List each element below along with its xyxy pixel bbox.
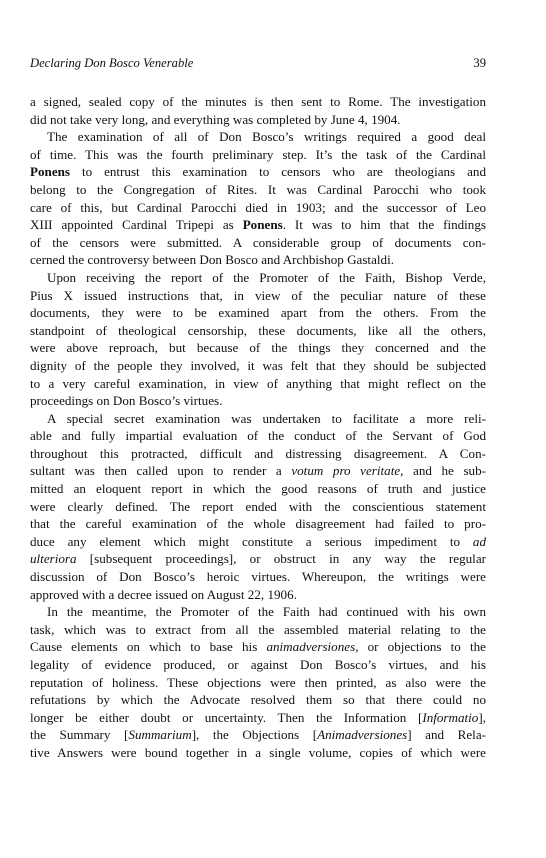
text-run: were clearly defined. The report ended with the conscientious statement bbox=[30, 498, 486, 514]
text-run: refutations by which the Advocate resolved them so that there could no bbox=[30, 692, 486, 708]
text-line bbox=[30, 339, 486, 357]
text-line bbox=[30, 638, 486, 656]
text-line bbox=[30, 568, 486, 586]
text-run: . It was to him that the findings bbox=[282, 217, 487, 233]
body-text bbox=[30, 93, 486, 762]
text-run: dignity of the people they involved, it was felt that they should be subjected bbox=[30, 357, 486, 373]
italic-term: Informatio bbox=[422, 709, 479, 725]
text-run: the Summary [ bbox=[30, 727, 129, 743]
italic-term: ad bbox=[472, 533, 486, 549]
text-line bbox=[30, 691, 486, 709]
text-line bbox=[30, 445, 486, 463]
text-run: proceedings on Don Bosco’s virtues. bbox=[30, 393, 223, 409]
text-run: reputation of holiness. These objections were then printed, as also were the bbox=[30, 674, 486, 690]
text-run: Cause elements on which to base his bbox=[30, 639, 267, 655]
text-run: care of this, but Cardinal Parocchi died in 1903; and the successor of Leo bbox=[30, 199, 486, 215]
text-line bbox=[30, 181, 486, 199]
text-run: A special secret examination was undertaken to facilitate a more reli- bbox=[47, 410, 486, 426]
text-run: cerned the controversy between Don Bosco and Archbishop Gastaldi. bbox=[30, 252, 394, 268]
text-run: duce any element which might constitute a serious impediment to bbox=[30, 533, 473, 549]
text-run: sultant was then called upon to render a bbox=[30, 463, 292, 479]
text-line bbox=[30, 621, 486, 639]
text-line bbox=[30, 550, 486, 568]
text-line bbox=[30, 392, 486, 410]
text-line bbox=[30, 586, 486, 604]
italic-term: ulteriora bbox=[30, 551, 77, 567]
text-run: were above reproach, but because of the things they concerned and the bbox=[30, 340, 486, 356]
bold-term: Ponens bbox=[30, 164, 71, 180]
italic-term: Summarium bbox=[128, 727, 192, 743]
text-run: of the censors were submitted. A considerable group of documents con- bbox=[30, 234, 486, 250]
text-line bbox=[30, 269, 486, 287]
text-run: [subsequent proceedings], or obstruct in any way the regular bbox=[76, 551, 486, 567]
text-run: to a very careful examination, in view of anything that might reflect on the bbox=[30, 375, 486, 391]
text-line bbox=[30, 287, 486, 305]
text-line bbox=[30, 199, 486, 217]
text-run: documents, they were to be examined apart from the others. From the bbox=[30, 305, 486, 321]
text-run: XIII appointed Cardinal Tripepi as bbox=[30, 217, 243, 233]
text-run: legality of evidence produced, or against Don Bosco’s virtues, and his bbox=[30, 657, 486, 672]
text-run: ], the Objections [ bbox=[191, 727, 318, 743]
text-line bbox=[30, 251, 486, 269]
text-run: tive Answers were bound together in a single volume, copies of which were bbox=[30, 744, 486, 760]
text-line bbox=[30, 462, 486, 480]
text-run: standpoint of theological censorship, these documents, like all the others, bbox=[30, 322, 486, 338]
text-line bbox=[30, 656, 486, 674]
text-line bbox=[30, 515, 486, 533]
italic-term: votum pro veritate, bbox=[291, 463, 404, 479]
text-line bbox=[30, 216, 486, 234]
text-run: Pius X issued instructions that, in view of the peculiar nature of these bbox=[30, 287, 486, 303]
text-run: to entrust this examination to censors who are theologians and bbox=[70, 164, 486, 180]
text-run: belong to the Congregation of Rites. It was Cardinal Parocchi who took bbox=[30, 181, 486, 197]
text-line bbox=[30, 93, 486, 111]
text-line bbox=[30, 498, 486, 516]
text-line bbox=[30, 146, 486, 164]
text-line bbox=[30, 410, 486, 428]
text-run: longer be either doubt or uncertainty. Then the Information [ bbox=[30, 709, 423, 725]
page-number: 39 bbox=[473, 56, 486, 70]
bold-term: Ponens bbox=[242, 217, 283, 233]
text-line bbox=[30, 744, 486, 762]
text-line bbox=[30, 480, 486, 498]
text-run: that the careful examination of the whole disagreement had failed to pro- bbox=[30, 516, 486, 532]
text-run: did not take very long, and everything was completed by June 4, 1904. bbox=[30, 111, 401, 127]
text-line bbox=[30, 163, 486, 181]
text-run: or objections to the bbox=[358, 639, 486, 655]
text-run: ] and Rela- bbox=[407, 727, 486, 743]
text-line bbox=[30, 357, 486, 375]
text-line bbox=[30, 533, 486, 551]
text-line bbox=[30, 234, 486, 252]
text-run: In the meantime, the Promoter of the Faith had continued with his own bbox=[47, 604, 486, 620]
text-run: Upon receiving the report of the Promoter of the Faith, Bishop Verde, bbox=[47, 269, 486, 285]
text-run: and he sub- bbox=[403, 463, 486, 479]
text-run: throughout this protracted, difficult and distressing disagreement. A Con- bbox=[30, 445, 486, 461]
text-run: of time. This was the fourth preliminary step. It’s the task of the Cardinal bbox=[30, 146, 486, 162]
text-line bbox=[30, 375, 486, 393]
text-run: mitted an eloquent report in which the good reasons of truth and justice bbox=[30, 481, 486, 497]
text-line bbox=[30, 111, 486, 129]
running-header bbox=[30, 54, 486, 72]
text-line bbox=[30, 726, 486, 744]
text-run: discussion of Don Bosco’s heroic virtues. Whereupon, the writings were bbox=[30, 569, 486, 585]
running-title: Declaring Don Bosco Venerable bbox=[30, 56, 194, 70]
text-line bbox=[30, 427, 486, 445]
text-line bbox=[30, 674, 486, 692]
text-run: a signed, sealed copy of the minutes is then sent to Rome. The investigation bbox=[30, 94, 486, 109]
text-run: The examination of all of Don Bosco’s writings required a good deal bbox=[47, 129, 486, 145]
text-line bbox=[30, 128, 486, 146]
text-run: task, which was to extract from all the assembled material relating to the bbox=[30, 621, 486, 637]
text-line bbox=[30, 709, 486, 727]
text-line bbox=[30, 322, 486, 340]
text-run: able and fully impartial evaluation of the conduct of the Servant of God bbox=[30, 428, 486, 444]
text-run: approved with a decree issued on August 22, 1906. bbox=[30, 586, 297, 602]
text-line bbox=[30, 304, 486, 322]
text-run: ], bbox=[478, 709, 486, 725]
italic-term: animadversiones, bbox=[266, 639, 359, 655]
italic-term: Animadversiones bbox=[317, 727, 408, 743]
text-line bbox=[30, 603, 486, 621]
